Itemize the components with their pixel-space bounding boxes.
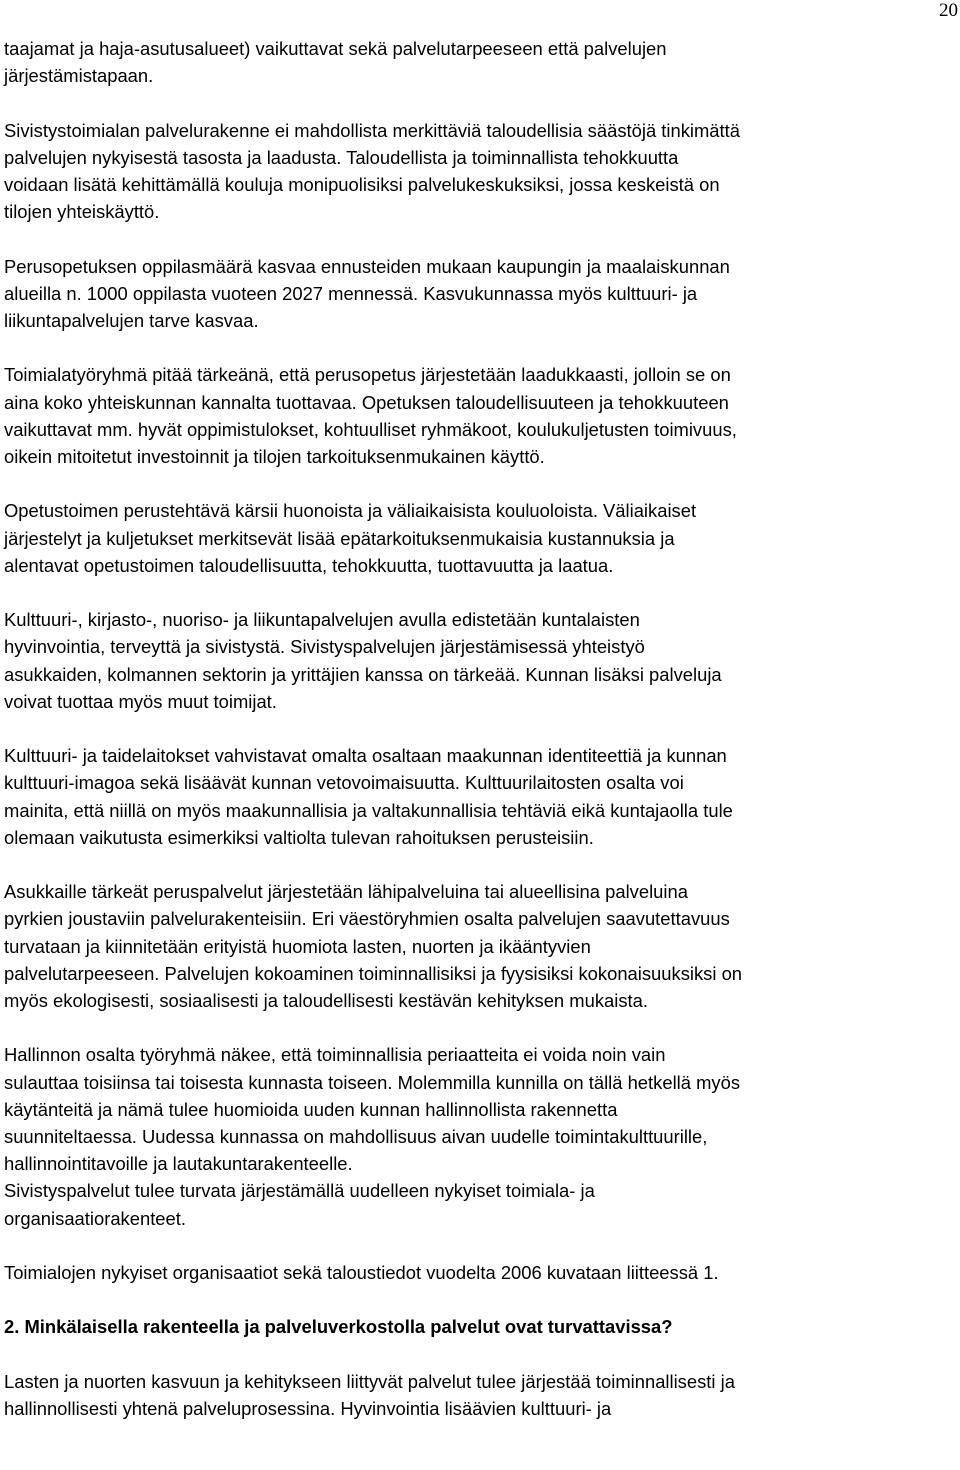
- text-line: taajamat ja haja-asutusalueet) vaikuttavat sekä palvelutarpeeseen että palvelujen: [4, 38, 667, 59]
- text-line: aina koko yhteiskunnan kannalta tuottavaa. Opetuksen taloudellisuuteen ja tehokkuuteen: [4, 391, 729, 413]
- text-line: hallinnointitavoille ja lautakuntarakenteelle.: [4, 1153, 353, 1175]
- text-line: Hallinnon osalta työryhmä näkee, että toiminnallisia periaatteita ei voida noin vain: [4, 1044, 666, 1066]
- text-line: voidaan lisätä kehittämällä kouluja monipuolisiksi palvelukeskuksiksi, jossa keskeistä on: [4, 174, 720, 195]
- text-line: Asukkaille tärkeät peruspalvelut järjestetään lähipalveluina tai alueellisina palveluina: [4, 881, 688, 903]
- paragraph-9: [4, 1041, 958, 1177]
- text-line: Sivistystoimialan palvelurakenne ei mahdollista merkittäviä taloudellisia säästöjä tinkimättä: [4, 119, 740, 141]
- paragraph-1: [4, 35, 958, 89]
- text-line: alentavat opetustoimen taloudellisuutta, tehokkuutta, tuottavuutta ja laatua.: [4, 554, 614, 576]
- text-line: voivat tuottaa myös muut toimijat.: [4, 690, 277, 712]
- paragraph-12: [4, 1368, 958, 1422]
- paragraph-5: [4, 497, 958, 579]
- text-line: suunniteltaessa. Uudessa kunnassa on mahdollisuus aivan uudelle toimintakulttuurille,: [4, 1126, 708, 1147]
- text-line: turvataan ja kiinnitetään erityistä huomiota lasten, nuorten ja ikääntyvien: [4, 935, 591, 957]
- text-line: myös ekologisesti, sosiaalisesti ja taloudellisesti kestävän kehityksen mukaista.: [4, 990, 648, 1011]
- section-heading: 2. Minkälaisella rakenteella ja palveluverkostolla palvelut ovat turvattavissa?: [4, 1316, 673, 1338]
- document-body: [4, 35, 958, 1449]
- text-line: asukkaiden, kolmannen sektorin ja yrittäjien kanssa on tärkeää. Kunnan lisäksi palveluja: [4, 663, 722, 685]
- text-line: palvelujen nykyisestä tasosta ja laadusta. Taloudellista ja toiminnallista tehokkuutta: [4, 146, 679, 168]
- paragraph-8: [4, 878, 958, 1014]
- text-line: hyvinvointia, terveyttä ja sivistystä. Sivistyspalvelujen järjestämisessä yhteistyö: [4, 636, 645, 658]
- text-line: organisaatiorakenteet.: [4, 1207, 186, 1229]
- text-line: Kulttuuri- ja taidelaitokset vahvistavat omalta osaltaan maakunnan identiteettiä ja kunnan: [4, 745, 727, 767]
- paragraph-2: [4, 117, 958, 226]
- text-line: kulttuuri-imagoa sekä lisäävät kunnan vetovoimaisuutta. Kulttuurilaitosten osalta voi: [4, 772, 684, 794]
- text-line: pyrkien joustaviin palvelurakenteisiin. Eri väestöryhmien osalta palvelujen saavutettavuus: [4, 908, 730, 930]
- paragraph-7: [4, 742, 958, 851]
- text-line: käytänteitä ja nämä tulee huomioida uuden kunnan hallinnollista rakennetta: [4, 1098, 618, 1120]
- paragraph-10: [4, 1177, 958, 1231]
- text-line: järjestämistapaan.: [4, 65, 154, 87]
- text-line: mainita, että niillä on myös maakunnallisia ja valtakunnallisia tehtäviä eikä kuntajaolla tule: [4, 799, 733, 821]
- text-line: sulauttaa toisiinsa tai toisesta kunnasta toiseen. Molemmilla kunnilla on tällä hetkellä myös: [4, 1071, 741, 1093]
- text-line: Lasten ja nuorten kasvuun ja kehitykseen liittyvät palvelut tulee järjestää toiminnallisesti ja: [4, 1370, 735, 1392]
- text-line: Sivistyspalvelut tulee turvata järjestämällä uudelleen nykyiset toimiala- ja: [4, 1180, 595, 1202]
- text-line: oikein mitoitetut investoinnit ja tilojen tarkoituksenmukainen käyttö.: [4, 446, 545, 467]
- text-line: Toimialojen nykyiset organisaatiot sekä taloustiedot vuodelta 2006 kuvataan liitteessä 1.: [4, 1262, 719, 1283]
- paragraph-3: [4, 253, 958, 335]
- text-line: tilojen yhteiskäyttö.: [4, 201, 160, 223]
- text-line: Toimialatyöryhmä pitää tärkeänä, että perusopetus järjestetään laadukkaasti, jolloin se on: [4, 364, 731, 386]
- text-line: Opetustoimen perustehtävä kärsii huonoista ja väliaikaisista kouluoloista. Väliaikaiset: [4, 500, 697, 522]
- text-line: liikuntapalvelujen tarve kasvaa.: [4, 310, 259, 331]
- text-line: vaikuttavat mm. hyvät oppimistulokset, kohtuulliset ryhmäkoot, koulukuljetusten toimivuus,: [4, 418, 737, 440]
- text-line: Kulttuuri-, kirjasto-, nuoriso- ja liikuntapalvelujen avulla edistetään kuntalaisten: [4, 609, 640, 631]
- paragraph-11: [4, 1259, 958, 1286]
- text-line: hallinnollisesti yhtenä palveluprosessina. Hyvinvointia lisäävien kulttuuri- ja: [4, 1397, 612, 1419]
- paragraph-6: [4, 606, 958, 715]
- text-line: Perusopetuksen oppilasmäärä kasvaa ennusteiden mukaan kaupungin ja maalaiskunnan: [4, 255, 730, 277]
- text-line: olemaan vaikutusta esimerkiksi valtiolta tulevan rahoituksen perusteisiin.: [4, 826, 594, 848]
- text-line: järjestelyt ja kuljetukset merkitsevät lisää epätarkoituksenmukaisia kustannuksia ja: [4, 527, 675, 549]
- text-line: alueilla n. 1000 oppilasta vuoteen 2027 mennessä. Kasvukunnassa myös kulttuuri- ja: [4, 282, 698, 304]
- page-number: 20: [939, 0, 958, 21]
- paragraph-4: [4, 361, 958, 470]
- text-line: palvelutarpeeseen. Palvelujen kokoaminen toiminnallisiksi ja fyysisiksi kokonaisuuksiksi on: [4, 962, 743, 984]
